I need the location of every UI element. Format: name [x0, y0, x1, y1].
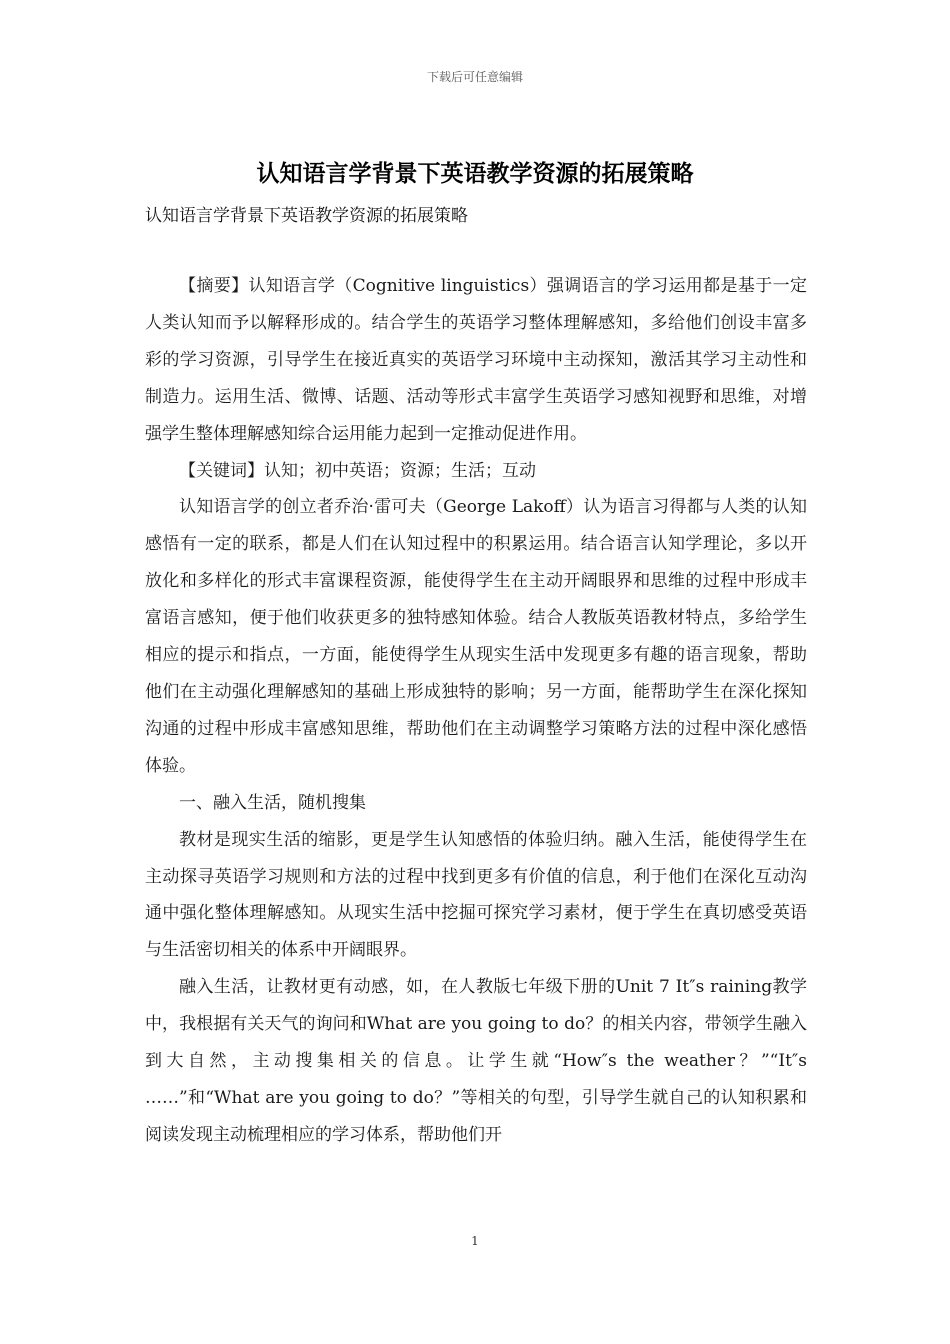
intro-paragraph: 认知语言学的创立者乔治·雷可夫（George Lakoff）认为语言习得都与人类的认知感悟有一定的联系，都是人们在认知过程中的积累运用。结合语言认知学理论，多以开放化和多样化的形式丰富课程资源，能使得学生在主动开阔眼界和思维的过程中形成丰富语言感知，便于他们收获更多的独特感知体验。结合人教版英语教材特点，多给学生相应的提示和指点，一方面，能使得学生从现实生活中发现更多有趣的语言现象，帮助他们在主动强化理解感知的基础上形成独特的影响；另一方面，能帮助学生在深化探知沟通的过程中形成丰富感知思维，帮助他们在主动调整学习策略方法的过程中深化感悟体验。 — [145, 497, 807, 776]
abstract-paragraph: 【摘要】认知语言学（Cognitive linguistics）强调语言的学习运用都是基于一定人类认知而予以解释形成的。结合学生的英语学习整体理解感知，多给他们创设丰富多彩的学习资源，引导学生在接近真实的英语学习环境中主动探知，激活其学习主动性和制造力。运用生活、微博、话题、活动等形式丰富学生英语学习感知视野和思维，对增强学生整体理解感知综合运用能力起到一定推动促进作用。 — [145, 276, 807, 444]
keywords-paragraph: 【关键词】认知；初中英语；资源；生活；互动 — [179, 460, 536, 481]
section-heading: 一、融入生活，随机搜集 — [179, 792, 366, 813]
page-header-note: 下载后可任意编辑 — [426, 70, 523, 84]
document-subtitle: 认知语言学背景下英语教学资源的拓展策略 — [145, 206, 468, 226]
page-number: 1 — [471, 1234, 479, 1248]
body-paragraph: 教材是现实生活的缩影，更是学生认知感悟的体验归纳。融入生活，能使得学生在主动探寻英语学习规则和方法的过程中找到更多有价值的信息，利于他们在深化互动沟通中强化整体理解感知。从现实生活中挖掘可探究学习素材，便于学生在真切感受英语与生活密切相关的体系中开阔眼界。 — [145, 829, 807, 961]
document-body — [145, 268, 807, 1154]
document-title: 认知语言学背景下英语教学资源的拓展策略 — [256, 160, 694, 187]
body-paragraph: 融入生活，让教材更有动感，如，在人教版七年级下册的Unit 7 It″s raining教学中，我根据有关天气的询问和What are you going to do？的相关内容，带领学生融入到大自然，主动搜集相关的信息。让学生就“How″s the weather？”“It″s ……”和“What are you going to do？”等相关的句型，引导学生就自己的认知积累和阅读发现主动梳理相应的学习体系，帮助他们开 — [145, 977, 807, 1145]
